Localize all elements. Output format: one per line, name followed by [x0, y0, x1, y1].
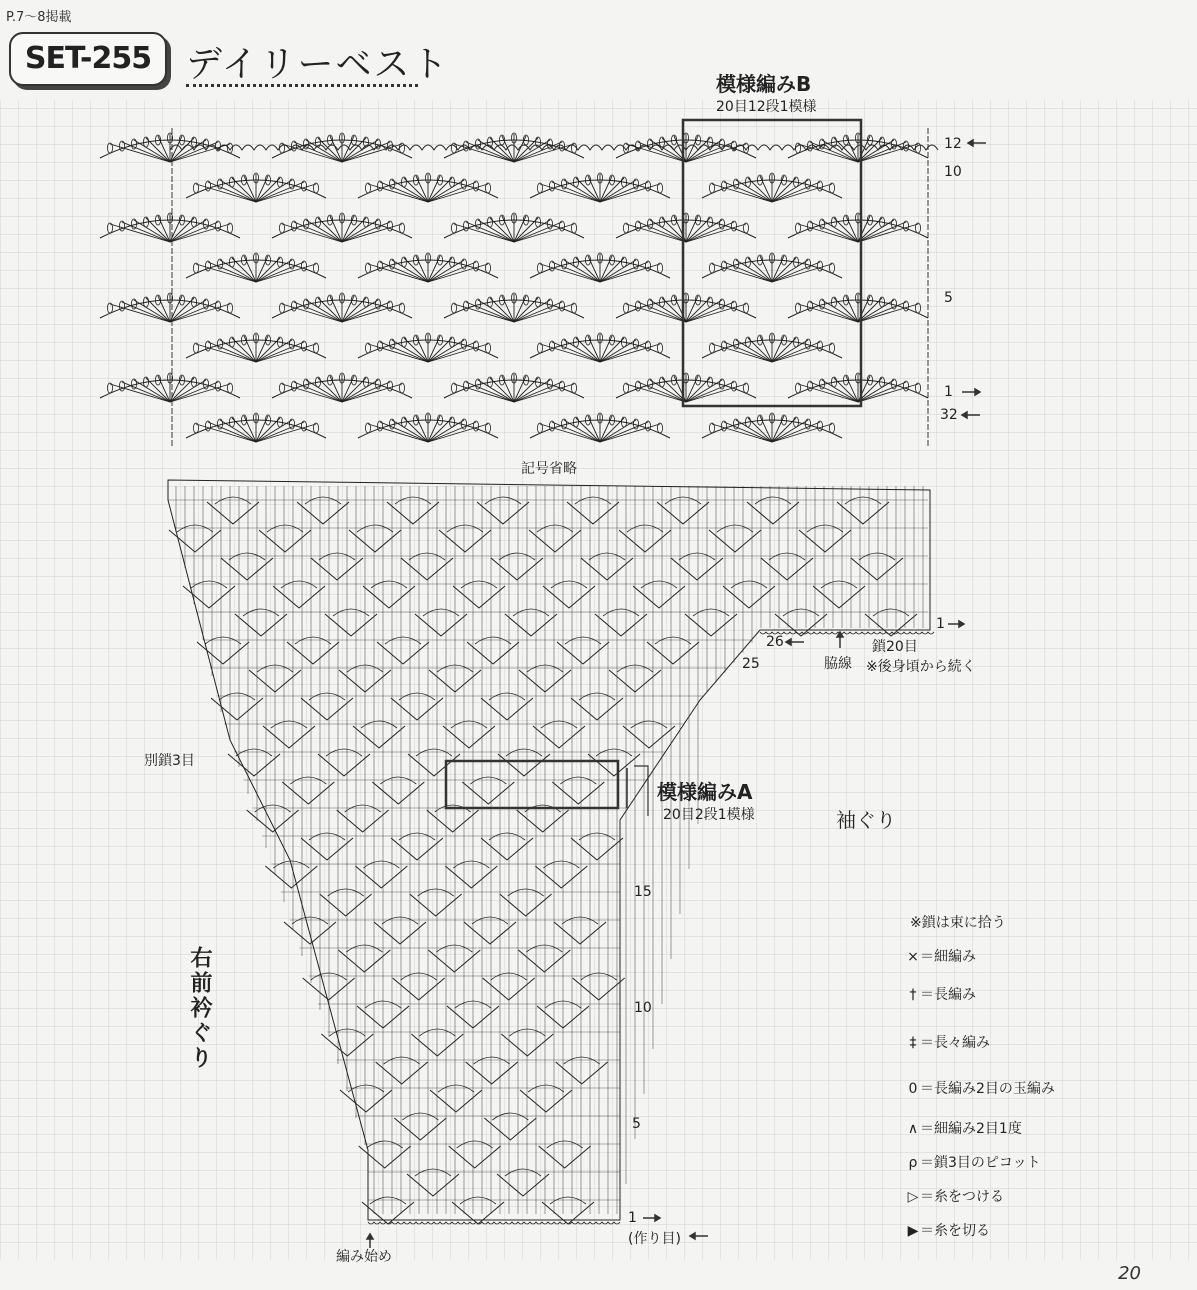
legend-text: ＝細編み2目1度 — [920, 1121, 1022, 1137]
row-label-a-5: 5 — [632, 1116, 641, 1132]
legend-symbol-icon: ‡ — [909, 1035, 917, 1051]
legend-item — [906, 1032, 990, 1052]
legend-text: ＝長編み — [920, 987, 976, 1003]
legend-symbol-icon: ρ — [908, 1155, 918, 1171]
legend-item — [906, 1152, 1041, 1172]
row-label-a-10: 10 — [634, 1000, 652, 1016]
legend-symbol-icon: ▶ — [907, 1223, 919, 1239]
legend-symbol-icon: ▷ — [907, 1189, 919, 1205]
row-label-a-1: 1 — [628, 1210, 637, 1226]
pattern-a-repeat: 20目2段1模様 — [663, 807, 755, 823]
legend-symbol-icon: ∧ — [907, 1121, 919, 1137]
legend-text: ＝長々編み — [920, 1035, 990, 1051]
foundation-label: (作り目) — [628, 1231, 681, 1247]
legend-symbol-icon: † — [909, 987, 917, 1003]
pattern-b-repeat: 20目12段1模様 — [716, 99, 817, 115]
page-title: デイリーベスト — [186, 44, 450, 85]
legend-text: ＝長編み2目の玉編み — [920, 1081, 1055, 1097]
legend-item — [906, 946, 976, 966]
legend-text: ＝糸を切る — [920, 1223, 990, 1239]
symbols-omitted-label: 記号省略 — [521, 461, 577, 477]
legend-text: ＝糸をつける — [920, 1189, 1004, 1205]
legend-item — [906, 984, 976, 1004]
legend-text: ＝細編み — [920, 949, 976, 965]
legend-item — [906, 1118, 1022, 1138]
legend-symbol-icon: × — [907, 949, 919, 965]
row-label-b-1: 1 — [944, 384, 953, 400]
row-label-b-12: 12 — [944, 136, 962, 152]
chain-20-label: 鎖20目 — [872, 639, 918, 655]
page-number: 20 — [1118, 1263, 1141, 1284]
legend-symbol-icon: 0 — [908, 1081, 918, 1097]
side-seam-label: 脇線 — [824, 656, 852, 672]
row-label-b-10: 10 — [944, 164, 962, 180]
legend-item — [906, 1078, 1055, 1098]
legend-text: ＝鎖3目のピコット — [920, 1155, 1041, 1171]
start-label: 編み始め — [336, 1249, 392, 1265]
row-label-a-26: 26 — [766, 634, 784, 650]
armhole-label: 袖ぐり — [836, 808, 896, 832]
neckline-label: 右前衿ぐり — [187, 946, 212, 1071]
page-reference: P.7～8掲載 — [6, 10, 72, 25]
legend-note: ※鎖は束に拾う — [910, 915, 1006, 931]
pattern-a-title: 模様編みA — [657, 780, 753, 804]
legend-item — [906, 1186, 1004, 1206]
row-label-a-15: 15 — [634, 884, 652, 900]
separate-chain-label: 別鎖3目 — [144, 753, 195, 769]
pattern-b-title: 模様編みB — [716, 72, 812, 96]
legend-item — [906, 1220, 990, 1240]
row-label-a-25: 25 — [742, 656, 760, 672]
continue-note: ※後身頃から続く — [866, 659, 976, 675]
row-label-a-side-1: 1 — [936, 616, 945, 632]
row-label-b-5: 5 — [944, 290, 953, 306]
row-label-b-32: 32 — [940, 407, 958, 423]
set-number-badge: SET-255 — [9, 32, 167, 86]
